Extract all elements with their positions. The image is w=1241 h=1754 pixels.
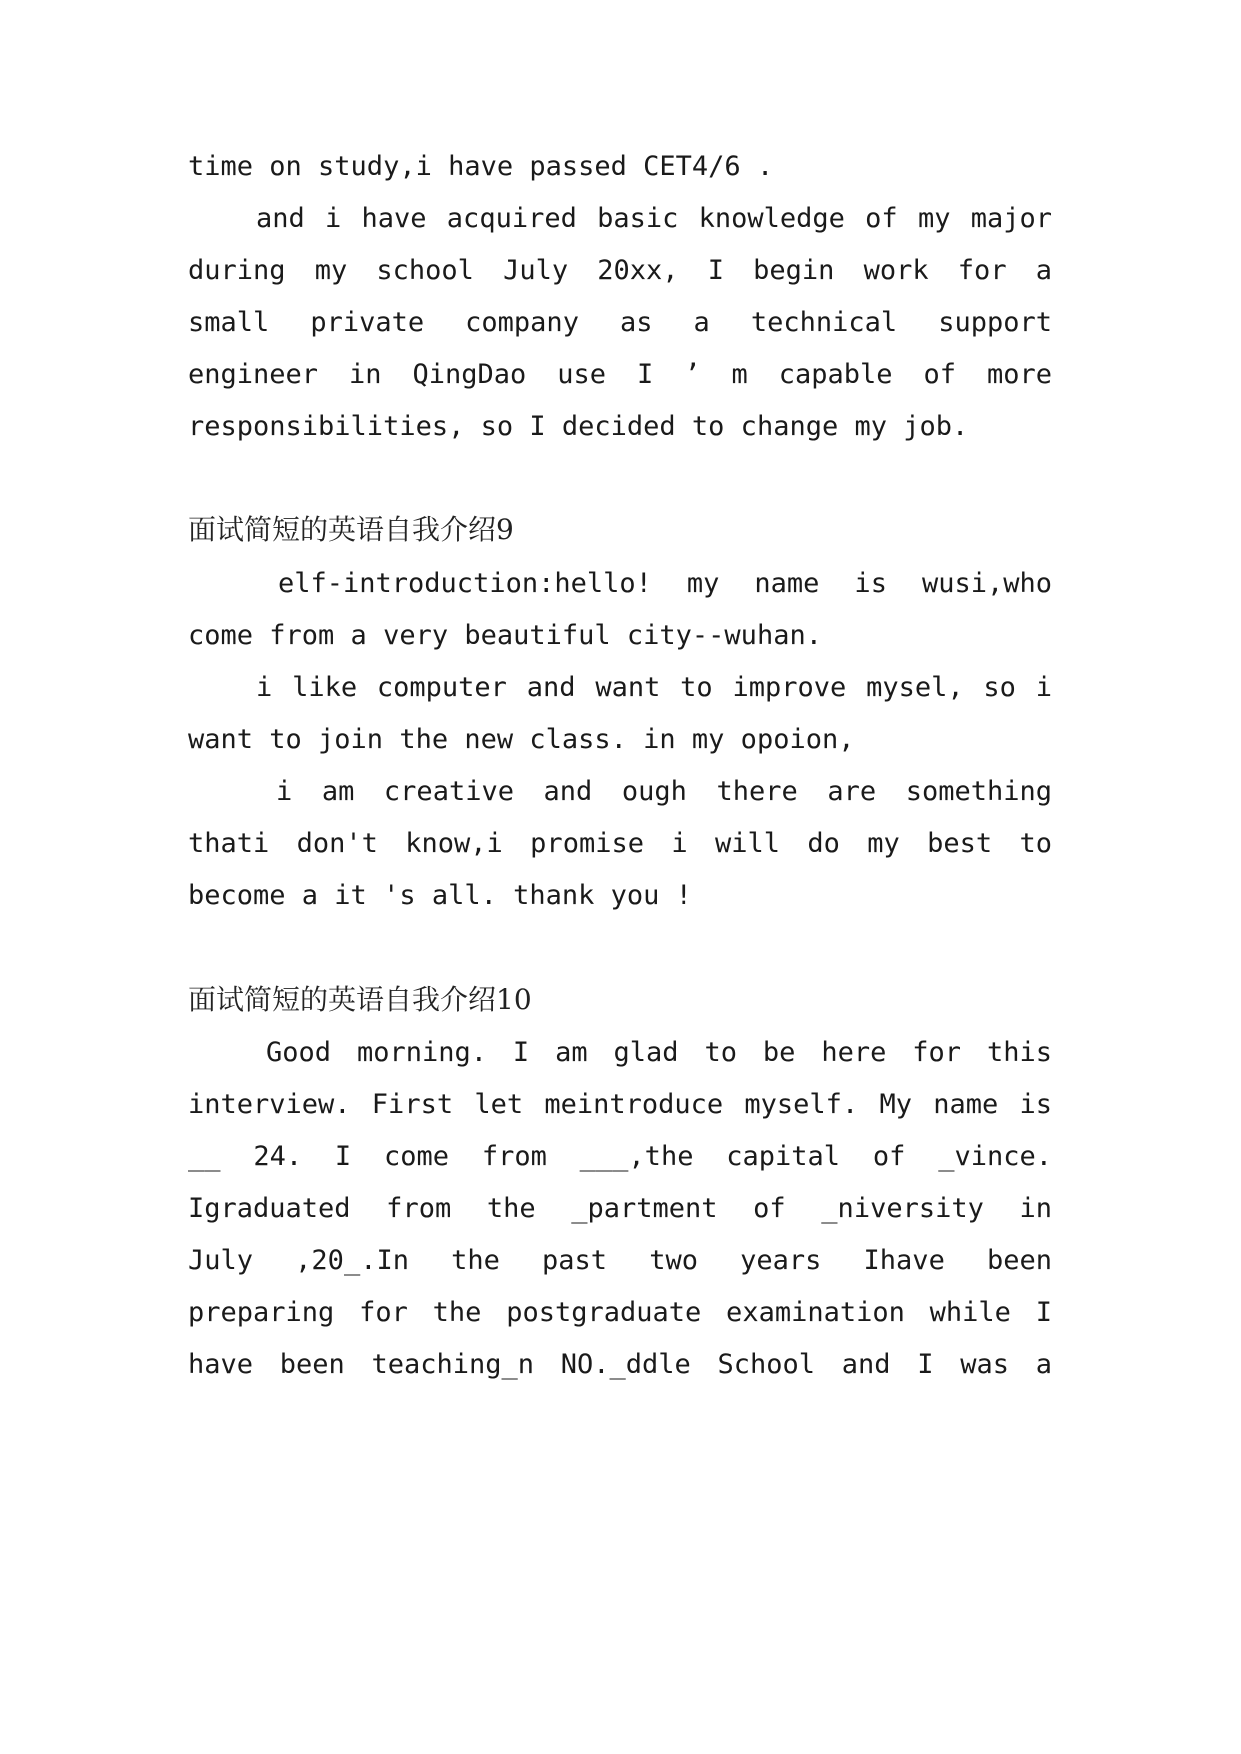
section-heading: 面试简短的英语自我介绍9 <box>188 513 514 546</box>
paragraph-line: elf-introduction:hello! my name is wusi,who <box>278 568 1052 599</box>
paragraph-line: become a it 's all. thank you ! <box>188 880 692 911</box>
paragraph-line: Good morning. I am glad to be here for this <box>266 1037 1052 1068</box>
paragraph-line: preparing for the postgraduate examination while I <box>188 1297 1052 1328</box>
section-heading: 面试简短的英语自我介绍10 <box>188 983 532 1016</box>
paragraph-line: during my school July 20xx, I begin work for a <box>188 255 1052 286</box>
paragraph-line: interview. First let meintroduce myself. My name is <box>188 1089 1052 1120</box>
paragraph-line: have been teaching_n NO._ddle School and I was a <box>188 1349 1052 1380</box>
paragraph-line: __ 24. I come from ___,the capital of _vince. <box>188 1141 1052 1172</box>
paragraph-line: i like computer and want to improve mysel, so i <box>256 672 1052 703</box>
paragraph-line: July ,20_.In the past two years Ihave been <box>188 1245 1052 1276</box>
paragraph-line: i am creative and ough there are something <box>276 776 1052 807</box>
paragraph-line: Igraduated from the _partment of _niversity in <box>188 1193 1052 1224</box>
paragraph-line: engineer in QingDao use I ’ m capable of more <box>188 359 1052 390</box>
paragraph-line: and i have acquired basic knowledge of my major <box>256 203 1052 234</box>
paragraph-line: thati don't know,i promise i will do my best to <box>188 828 1052 859</box>
paragraph-line: time on study,i have passed CET4/6 . <box>188 151 774 182</box>
paragraph-line: small private company as a technical support <box>188 307 1052 338</box>
paragraph-line: come from a very beautiful city--wuhan. <box>188 620 822 651</box>
paragraph-line: responsibilities, so I decided to change my job. <box>188 411 969 442</box>
paragraph-line: want to join the new class. in my opoion, <box>188 724 855 755</box>
